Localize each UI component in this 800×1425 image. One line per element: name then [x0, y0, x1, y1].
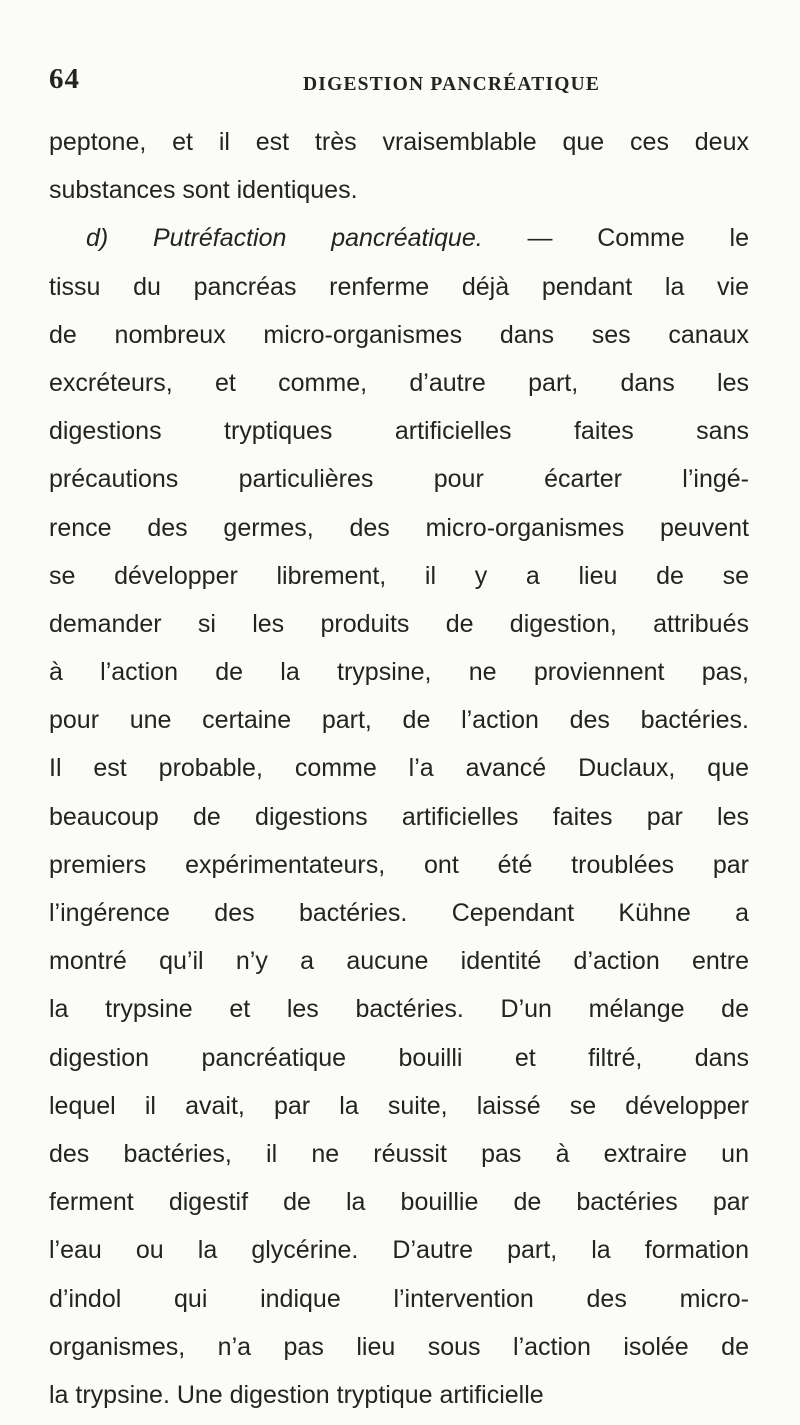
running-head: DIGESTION PANCRÉATIQUE	[303, 74, 601, 95]
text-line: digestions tryptiques artificielles faites sans	[49, 417, 749, 446]
text-line: excréteurs, et comme, d’autre part, dans les	[49, 368, 749, 397]
text-line: montré qu’il n’y a aucune identité d’action entre	[49, 947, 749, 976]
text-line: organismes, n’a pas lieu sous l’action isolée de	[49, 1332, 749, 1361]
text-line: l’ingérence des bactéries. Cependant Kühne a	[49, 899, 749, 927]
text-line: précautions particulières pour écarter l’ingé-	[49, 465, 749, 494]
section-heading-text: — Comme le	[482, 224, 749, 253]
body-text	[49, 118, 749, 1419]
section-heading: d) Putréfaction pancréatique.	[86, 224, 483, 253]
text-line: substances sont identiques.	[49, 176, 358, 205]
text-line: de nombreux micro-organismes dans ses canaux	[49, 320, 749, 349]
text-line: la trypsine et les bactéries. D’un mélange de	[49, 995, 749, 1024]
text-line: pour une certaine part, de l’action des bactéries.	[49, 706, 749, 735]
text-line: demander si les produits de digestion, attribués	[49, 609, 749, 638]
text-line: digestion pancréatique bouilli et filtré, dans	[49, 1043, 749, 1072]
text-line: rence des germes, des micro-organismes peuvent	[49, 513, 749, 542]
text-line: beaucoup de digestions artificielles faites par les	[49, 802, 749, 831]
text-line: à l’action de la trypsine, ne proviennent pas,	[49, 658, 749, 687]
text-line: lequel il avait, par la suite, laissé se développer	[49, 1091, 749, 1120]
text-line: des bactéries, il ne réussit pas à extraire un	[49, 1139, 749, 1168]
text-line: se développer librement, il y a lieu de se	[49, 561, 749, 590]
page-number: 64	[49, 63, 80, 95]
section-heading-line	[49, 214, 749, 262]
text-line: tissu du pancréas renferme déjà pendant la vie	[49, 272, 749, 301]
text-line: ferment digestif de la bouillie de bactéries par	[49, 1188, 749, 1217]
text-line: la trypsine. Une digestion tryptique artificielle	[49, 1380, 544, 1409]
text-line: peptone, et il est très vraisemblable que ces deux	[49, 128, 749, 156]
text-line: premiers expérimentateurs, ont été troublées par	[49, 850, 749, 879]
text-line: Il est probable, comme l’a avancé Duclaux, que	[49, 754, 749, 783]
text-line: l’eau ou la glycérine. D’autre part, la formation	[49, 1236, 749, 1265]
text-line: d’indol qui indique l’intervention des micro-	[49, 1284, 749, 1313]
